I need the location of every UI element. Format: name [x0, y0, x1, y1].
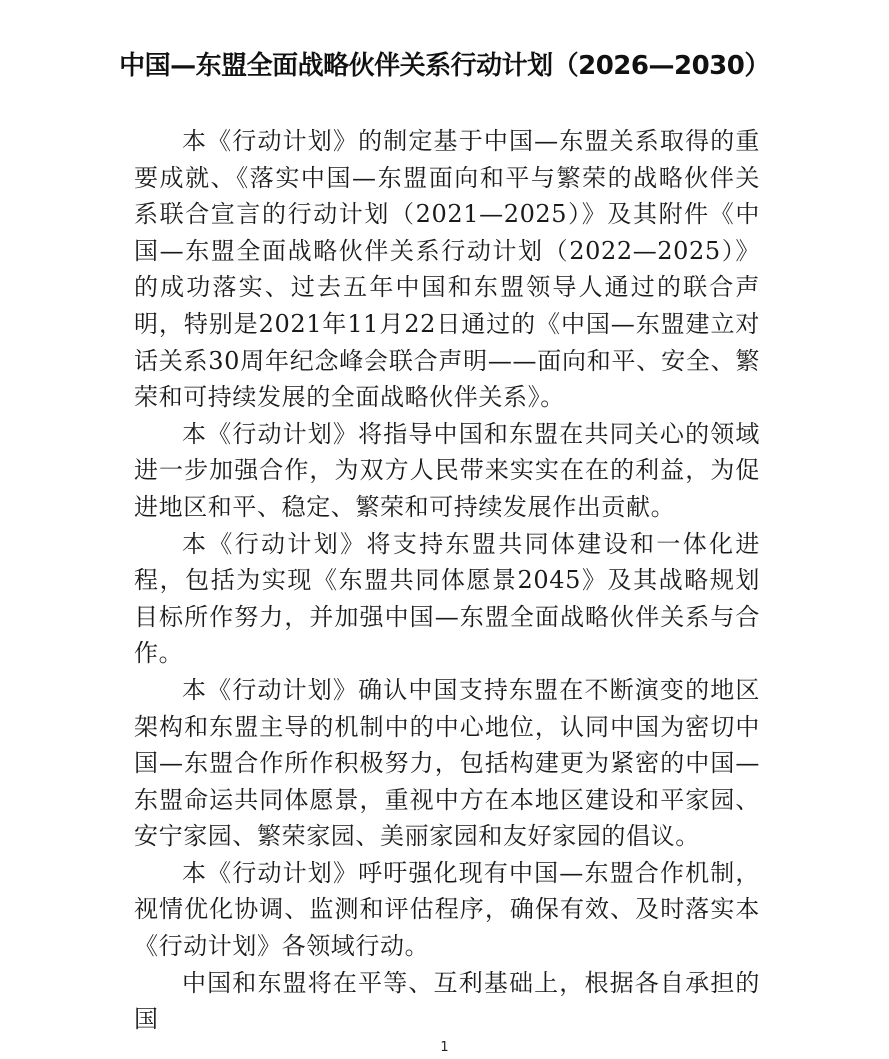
paragraph-cooperation-basis: 中国和东盟将在平等、互利基础上，根据各自承担的国 [134, 968, 760, 1034]
paragraph-centrality: 本《行动计划》确认中国支持东盟在不断演变的地区架构和东盟主导的机制中的中心地位，认同中国为密切中国—东盟合作所作积极努力，包括构建更为紧密的中国—东盟命运共同体愿景，重视中方在本地区建设和平家园、安宁家园、繁荣家园、美丽家园和友好家园的倡议。 [134, 675, 760, 851]
paragraph-basis: 本《行动计划》的制定基于中国—东盟关系取得的重要成就、《落实中国—东盟面向和平与繁荣的战略伙伴关系联合宣言的行动计划（2021—2025）》及其附件《中国—东盟全面战略伙伴关系行动计划（2022—2025）》的成功落实、过去五年中国和东盟领导人通过的联合声明，特别是2021年11月22日通过的《中国—东盟建立对话关系30周年纪念峰会联合声明——面向和平、安全、繁荣和可持续发展的全面战略伙伴关系》。 [134, 127, 760, 412]
paragraph-community-support: 本《行动计划》将支持东盟共同体建设和一体化进程，包括为实现《东盟共同体愿景2045》及其战略规划目标所作努力，并加强中国—东盟全面战略伙伴关系与合作。 [134, 529, 760, 668]
document-body [134, 123, 760, 1038]
document-title: 中国—东盟全面战略伙伴关系行动计划（2026—2030） [119, 51, 770, 81]
paragraph-mechanisms: 本《行动计划》呼吁强化现有中国—东盟合作机制，视情优化协调、监测和评估程序，确保有效、及时落实本《行动计划》各领域行动。 [134, 858, 760, 961]
paragraph-guidance: 本《行动计划》将指导中国和东盟在共同关心的领域进一步加强合作，为双方人民带来实实在在的利益，为促进地区和平、稳定、繁荣和可持续发展作出贡献。 [134, 419, 760, 521]
page-number: 1 [440, 1040, 449, 1055]
